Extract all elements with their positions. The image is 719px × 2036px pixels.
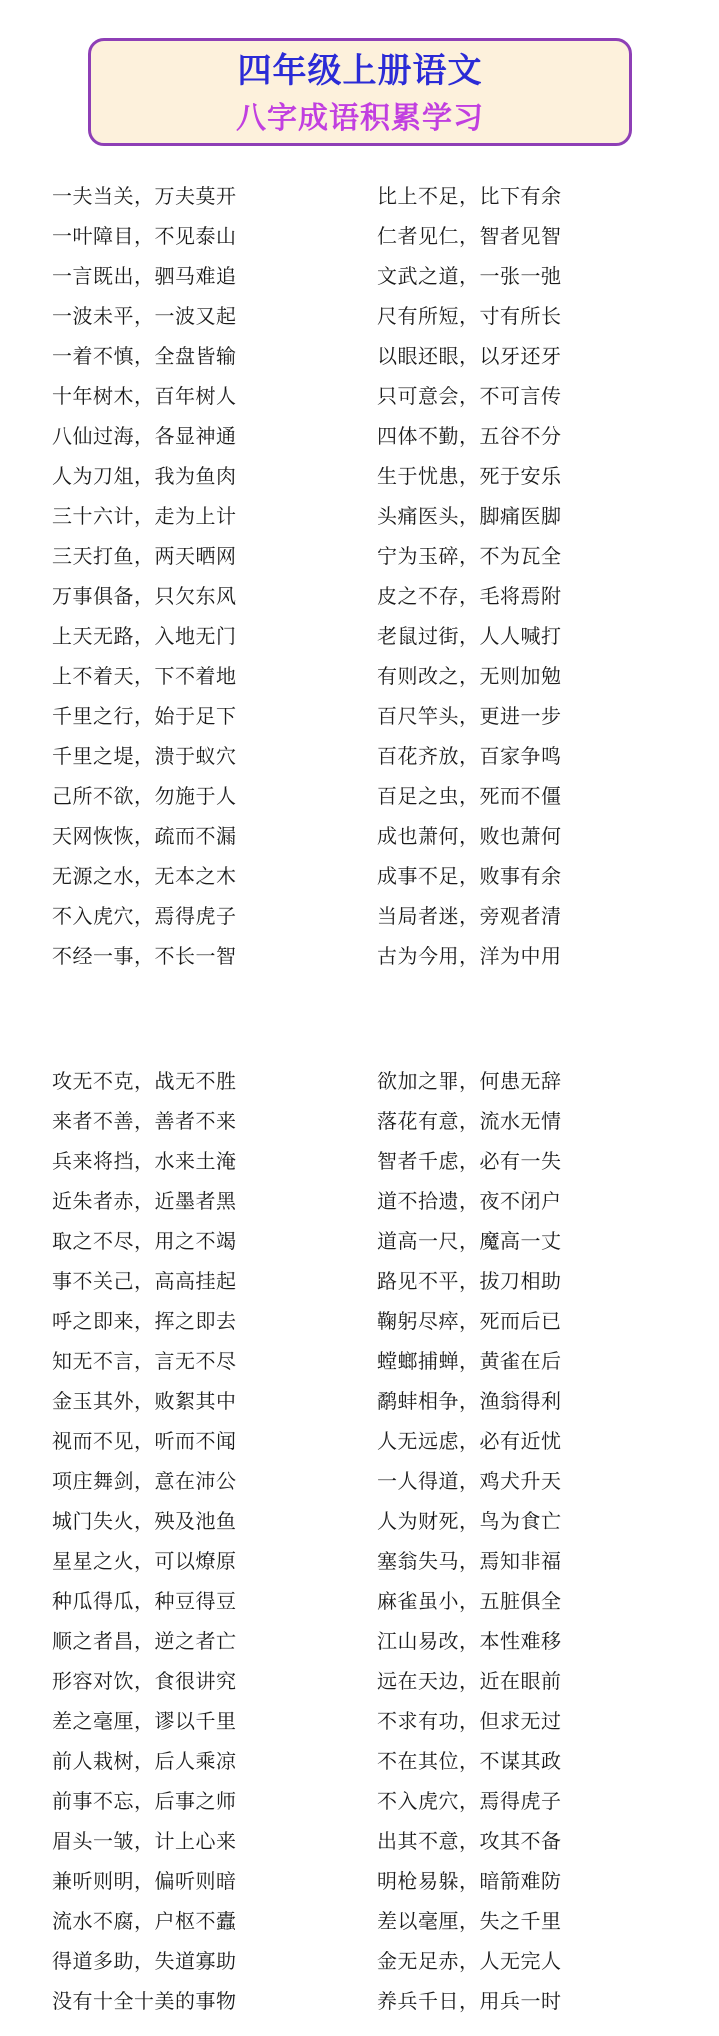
idiom-item: 百尺竿头，更进一步 bbox=[377, 704, 562, 728]
idiom-item: 远在天边，近在眼前 bbox=[377, 1669, 562, 1693]
idiom-item: 流水不腐，户枢不蠹 bbox=[52, 1909, 237, 1933]
idiom-item: 差以毫厘，失之千里 bbox=[377, 1909, 562, 1933]
idiom-item: 明枪易躲，暗箭难防 bbox=[377, 1869, 562, 1893]
idiom-item: 星星之火，可以燎原 bbox=[52, 1549, 237, 1573]
idiom-item: 千里之行，始于足下 bbox=[52, 704, 237, 728]
idiom-item: 上不着天，下不着地 bbox=[52, 664, 237, 688]
idiom-item: 鹬蚌相争，渔翁得利 bbox=[377, 1389, 562, 1413]
idiom-item: 兵来将挡，水来土淹 bbox=[52, 1149, 237, 1173]
idiom-item: 己所不欲，勿施于人 bbox=[52, 784, 237, 808]
idiom-item: 项庄舞剑，意在沛公 bbox=[52, 1469, 237, 1493]
idiom-item: 道不拾遗，夜不闭户 bbox=[377, 1189, 562, 1213]
idiom-item: 兼听则明，偏听则暗 bbox=[52, 1869, 237, 1893]
page-title: 四年级上册语文 bbox=[237, 51, 483, 91]
idiom-item: 生于忧患，死于安乐 bbox=[377, 464, 562, 488]
idiom-item: 金无足赤，人无完人 bbox=[377, 1949, 562, 1973]
idiom-item: 四体不勤，五谷不分 bbox=[377, 424, 562, 448]
idiom-item: 十年树木，百年树人 bbox=[52, 384, 237, 408]
idiom-item: 成事不足，败事有余 bbox=[377, 864, 562, 888]
idiom-item: 不入虎穴，焉得虎子 bbox=[377, 1789, 562, 1813]
idiom-item: 出其不意，攻其不备 bbox=[377, 1829, 562, 1853]
idiom-item: 鞠躬尽瘁，死而后已 bbox=[377, 1309, 562, 1333]
section1-left-column bbox=[52, 176, 237, 976]
idiom-item: 有则改之，无则加勉 bbox=[377, 664, 562, 688]
section1-right-column bbox=[377, 176, 562, 976]
idiom-item: 养兵千日，用兵一时 bbox=[377, 1989, 562, 2013]
idiom-item: 一着不慎，全盘皆输 bbox=[52, 344, 237, 368]
idiom-item: 人为刀俎，我为鱼肉 bbox=[52, 464, 237, 488]
idiom-item: 前人栽树，后人乘凉 bbox=[52, 1749, 237, 1773]
idiom-item: 没有十全十美的事物 bbox=[52, 1989, 237, 2013]
idiom-item: 成也萧何，败也萧何 bbox=[377, 824, 562, 848]
idiom-item: 前事不忘，后事之师 bbox=[52, 1789, 237, 1813]
idiom-item: 上天无路，入地无门 bbox=[52, 624, 237, 648]
idiom-item: 不在其位，不谋其政 bbox=[377, 1749, 562, 1773]
idiom-item: 智者千虑，必有一失 bbox=[377, 1149, 562, 1173]
idiom-item: 攻无不克，战无不胜 bbox=[52, 1069, 237, 1093]
idiom-item: 文武之道，一张一弛 bbox=[377, 264, 562, 288]
idiom-item: 来者不善，善者不来 bbox=[52, 1109, 237, 1133]
idiom-item: 无源之水，无本之木 bbox=[52, 864, 237, 888]
idiom-item: 麻雀虽小，五脏俱全 bbox=[377, 1589, 562, 1613]
idiom-item: 事不关己，高高挂起 bbox=[52, 1269, 237, 1293]
idiom-item: 一波未平，一波又起 bbox=[52, 304, 237, 328]
header-box bbox=[88, 38, 632, 146]
idiom-item: 古为今用，洋为中用 bbox=[377, 944, 562, 968]
section2-left-column bbox=[52, 1061, 237, 2021]
idiom-item: 人为财死，鸟为食亡 bbox=[377, 1509, 562, 1533]
idiom-item: 一叶障目，不见泰山 bbox=[52, 224, 237, 248]
idiom-item: 视而不见，听而不闻 bbox=[52, 1429, 237, 1453]
idiom-item: 三十六计，走为上计 bbox=[52, 504, 237, 528]
idiom-item: 一言既出，驷马难追 bbox=[52, 264, 237, 288]
idiom-item: 江山易改，本性难移 bbox=[377, 1629, 562, 1653]
idiom-item: 比上不足，比下有余 bbox=[377, 184, 562, 208]
idiom-item: 道高一尺，魔高一丈 bbox=[377, 1229, 562, 1253]
idiom-item: 只可意会，不可言传 bbox=[377, 384, 562, 408]
idiom-item: 落花有意，流水无情 bbox=[377, 1109, 562, 1133]
idiom-item: 当局者迷，旁观者清 bbox=[377, 904, 562, 928]
idiom-item: 城门失火，殃及池鱼 bbox=[52, 1509, 237, 1533]
idiom-item: 皮之不存，毛将焉附 bbox=[377, 584, 562, 608]
idiom-item: 以眼还眼，以牙还牙 bbox=[377, 344, 562, 368]
idiom-item: 三天打鱼，两天晒网 bbox=[52, 544, 237, 568]
section2-right-column bbox=[377, 1061, 562, 2021]
idiom-item: 不经一事，不长一智 bbox=[52, 944, 237, 968]
idiom-item: 知无不言，言无不尽 bbox=[52, 1349, 237, 1373]
idiom-item: 千里之堤，溃于蚁穴 bbox=[52, 744, 237, 768]
idiom-item: 顺之者昌，逆之者亡 bbox=[52, 1629, 237, 1653]
idiom-item: 欲加之罪，何患无辞 bbox=[377, 1069, 562, 1093]
idiom-item: 眉头一皱，计上心来 bbox=[52, 1829, 237, 1853]
idiom-item: 天网恢恢，疏而不漏 bbox=[52, 824, 237, 848]
idiom-item: 螳螂捕蝉，黄雀在后 bbox=[377, 1349, 562, 1373]
idiom-item: 八仙过海，各显神通 bbox=[52, 424, 237, 448]
idiom-item: 百足之虫，死而不僵 bbox=[377, 784, 562, 808]
idiom-item: 宁为玉碎，不为瓦全 bbox=[377, 544, 562, 568]
idiom-item: 不求有功，但求无过 bbox=[377, 1709, 562, 1733]
idiom-item: 人无远虑，必有近忧 bbox=[377, 1429, 562, 1453]
idiom-item: 一夫当关，万夫莫开 bbox=[52, 184, 237, 208]
idiom-item: 差之毫厘，谬以千里 bbox=[52, 1709, 237, 1733]
idiom-item: 百花齐放，百家争鸣 bbox=[377, 744, 562, 768]
idiom-item: 不入虎穴，焉得虎子 bbox=[52, 904, 237, 928]
idiom-item: 老鼠过街，人人喊打 bbox=[377, 624, 562, 648]
idiom-item: 取之不尽，用之不竭 bbox=[52, 1229, 237, 1253]
idiom-item: 万事俱备，只欠东风 bbox=[52, 584, 237, 608]
idiom-item: 尺有所短，寸有所长 bbox=[377, 304, 562, 328]
idiom-item: 仁者见仁，智者见智 bbox=[377, 224, 562, 248]
idiom-item: 头痛医头，脚痛医脚 bbox=[377, 504, 562, 528]
idiom-item: 形容对饮，食很讲究 bbox=[52, 1669, 237, 1693]
idiom-item: 一人得道，鸡犬升天 bbox=[377, 1469, 562, 1493]
idiom-item: 种瓜得瓜，种豆得豆 bbox=[52, 1589, 237, 1613]
idiom-item: 得道多助，失道寡助 bbox=[52, 1949, 237, 1973]
idiom-item: 近朱者赤，近墨者黑 bbox=[52, 1189, 237, 1213]
idiom-item: 金玉其外，败絮其中 bbox=[52, 1389, 237, 1413]
idiom-item: 路见不平，拔刀相助 bbox=[377, 1269, 562, 1293]
page-subtitle: 八字成语积累学习 bbox=[236, 101, 484, 136]
idiom-item: 呼之即来，挥之即去 bbox=[52, 1309, 237, 1333]
idiom-item: 塞翁失马，焉知非福 bbox=[377, 1549, 562, 1573]
